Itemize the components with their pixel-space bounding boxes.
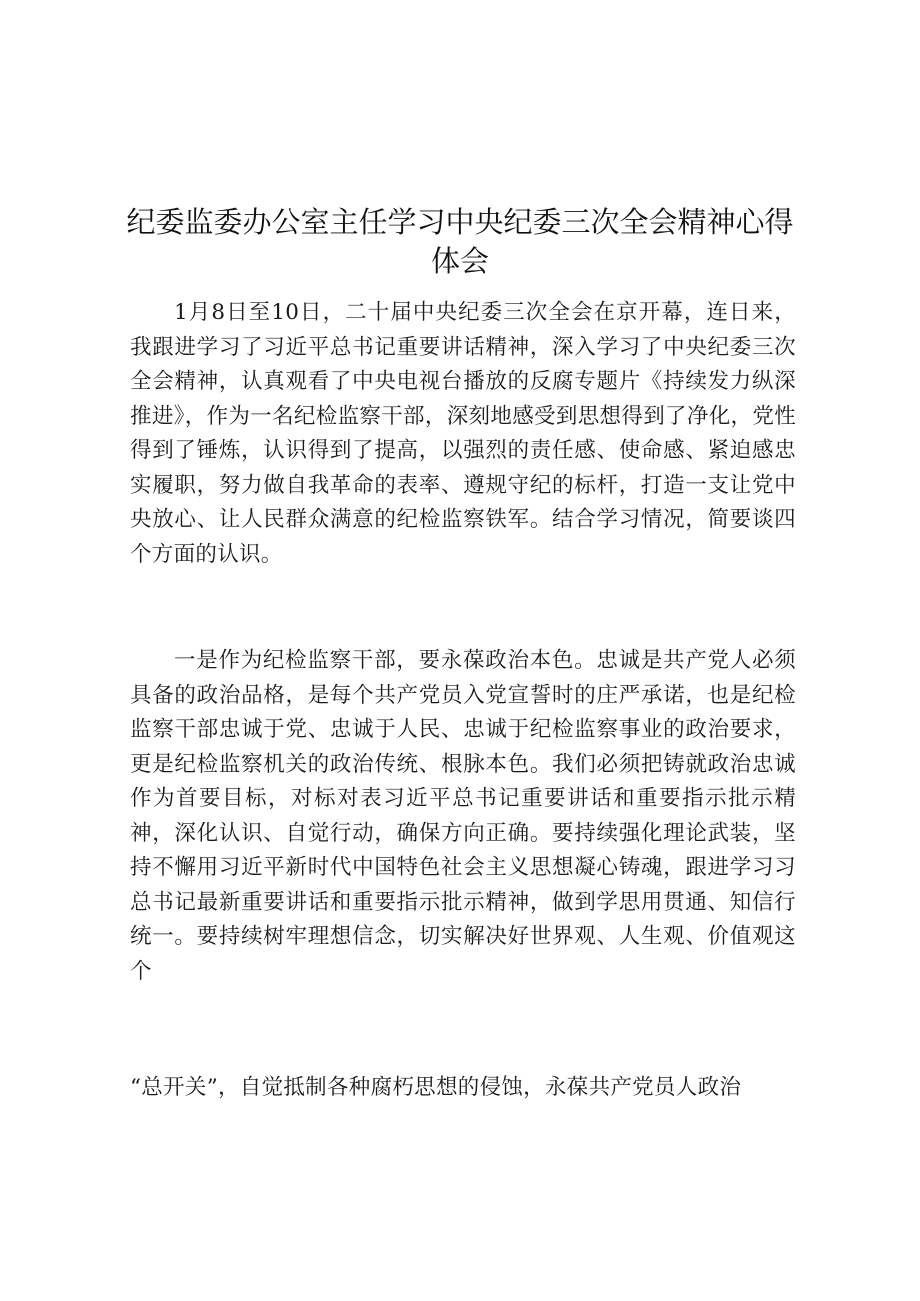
paragraph-point-one: 一是作为纪检监察干部，要永葆政治本色。忠诚是共产党人必须具备的政治品格，是每个共产党员入党宣誓时的庄严承诺，也是纪检监察干部忠诚于党、忠诚于人民、忠诚于纪检监察事业的政治要求，更是纪检监察机关的政治传统、根脉本色。我们必须把铸就政治忠诚作为首要目标，对标对表习近平总书记重要讲话和重要指示批示精神，深化认识、自觉行动，确保方向正确。要持续强化理论武装，坚持不懈用习近平新时代中国特色社会主义思想凝心铸魂，跟进学习习总书记最新重要讲话和重要指示批示精神，做到学思用贯通、知信行统一。要持续树牢理想信念，切实解决好世界观、人生观、价值观这个 [130, 648, 796, 984]
paragraph-continuation: “总开关”，自觉抵制各种腐朽思想的侵蚀，永葆共产党员人政治 [130, 1075, 742, 1100]
paragraph-intro: 1月8日至10日，二十届中央纪委三次全会在京开幕，连日来，我跟进学习了习近平总书记重要讲话精神，深入学习了中央纪委三次全会精神，认真观看了中央电视台播放的反腐专题片《持续发力纵深推进》，作为一名纪检监察干部，深刻地感受到思想得到了净化，党性得到了锤炼，认识得到了提高，以强烈的责任感、使命感、紧迫感忠实履职，努力做自我革命的表率、遵规守纪的标杆，打造一支让党中央放心、让人民群众满意的纪检监察铁军。结合学习情况，简要谈四个方面的认识。 [130, 300, 796, 567]
document-title: 纪委监委办公室主任学习中央纪委三次全会精神心得体会 [126, 205, 794, 278]
